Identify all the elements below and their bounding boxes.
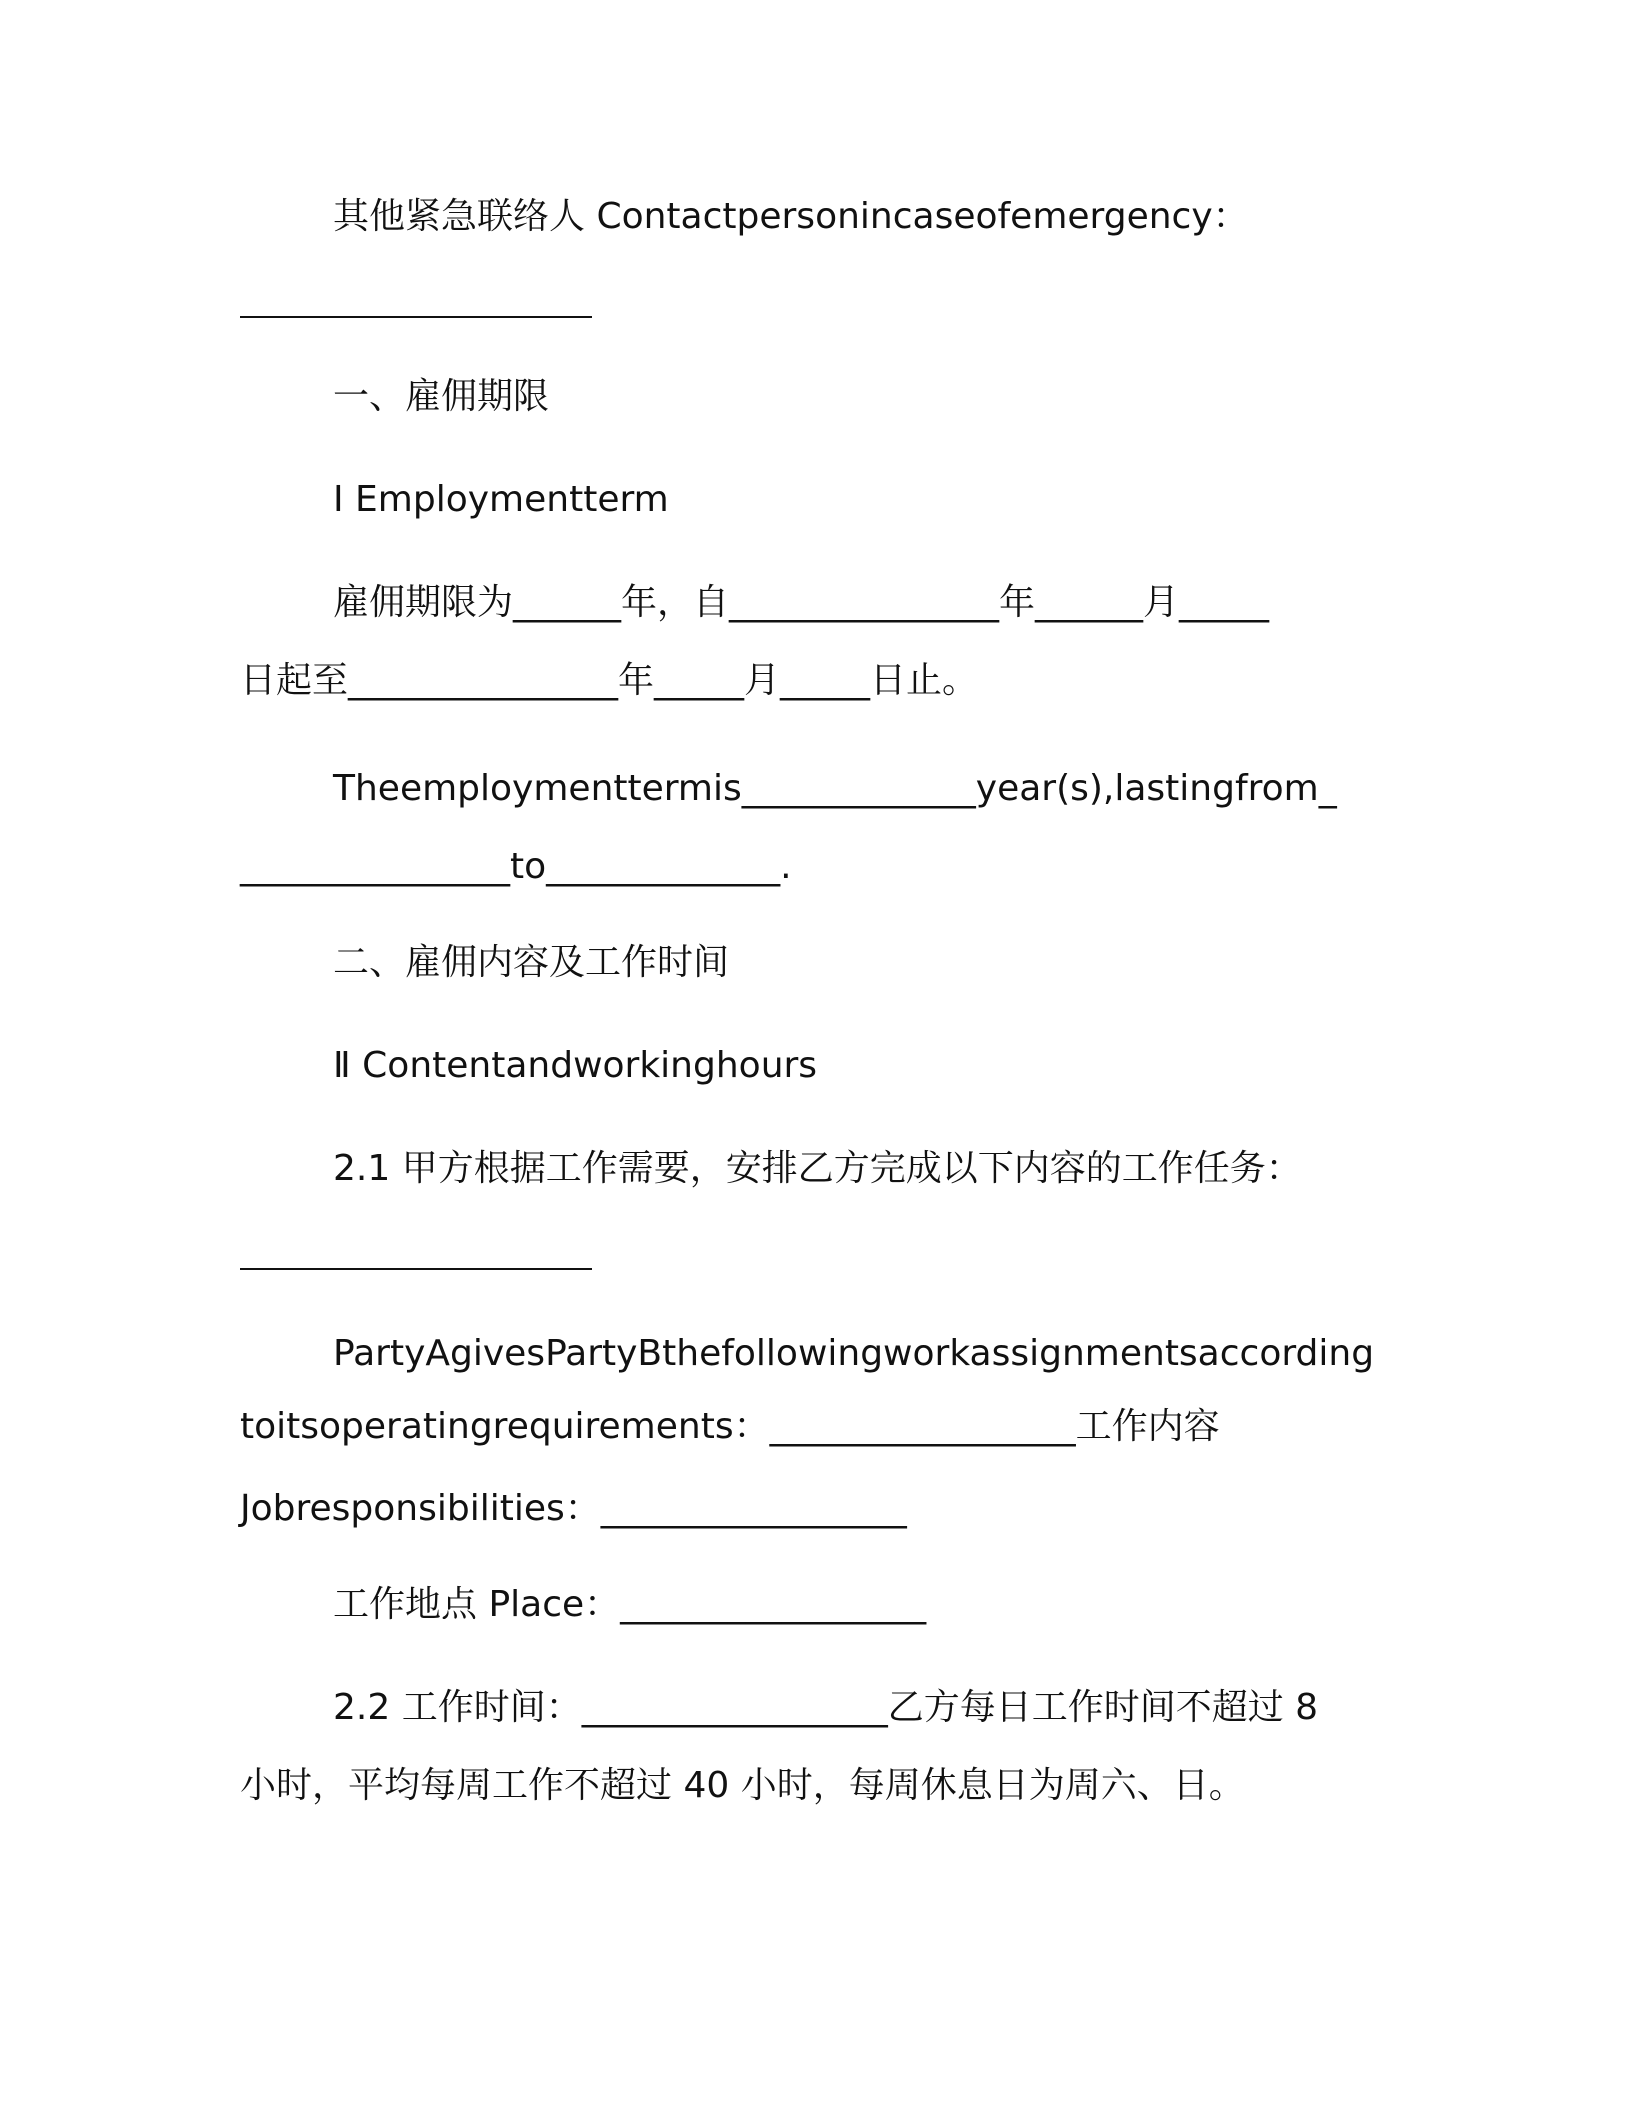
work-assignment-blank	[240, 1268, 592, 1270]
emergency-contact-blank	[240, 316, 592, 318]
clause-2-1-cn: 2.1 甲方根据工作需要，安排乙方完成以下内容的工作任务：	[333, 1148, 1302, 1189]
section-1-title-en: Ⅰ Employmentterm	[333, 479, 669, 520]
work-place-line: 工作地点 Place：_________________	[333, 1584, 927, 1625]
clause-2-1-en-line-2: toitsoperatingrequirements：_________________工作内容	[240, 1406, 1220, 1447]
clause-2-2-line-1: 2.2 工作时间：_________________乙方每日工作时间不超过 8	[333, 1687, 1319, 1728]
clause-2-1-en-line-1: PartyAgivesPartyBthefollowingworkassignmentsaccording	[333, 1333, 1375, 1374]
section-2-title: 二、雇佣内容及工作时间	[333, 942, 730, 983]
term-en-line-1: Theemploymenttermis_____________year(s),lastingfrom_	[333, 768, 1337, 809]
clause-2-2-line-2: 小时，平均每周工作不超过 40 小时，每周休息日为周六、日。	[240, 1765, 1245, 1806]
emergency-contact-label: 其他紧急联络人 Contactpersonincaseofemergency：	[333, 196, 1249, 237]
job-responsibilities-line: Jobresponsibilities：_________________	[240, 1488, 907, 1529]
section-1-title: 一、雇佣期限	[333, 376, 550, 417]
term-cn-line-1: 雇佣期限为______年，自_______________年______月_____	[333, 582, 1270, 623]
term-cn-line-2: 日起至_______________年_____月_____日止。	[240, 660, 979, 701]
section-2-title-en: Ⅱ Contentandworkinghours	[333, 1045, 818, 1086]
term-en-line-2: _______________to_____________.	[240, 846, 792, 887]
